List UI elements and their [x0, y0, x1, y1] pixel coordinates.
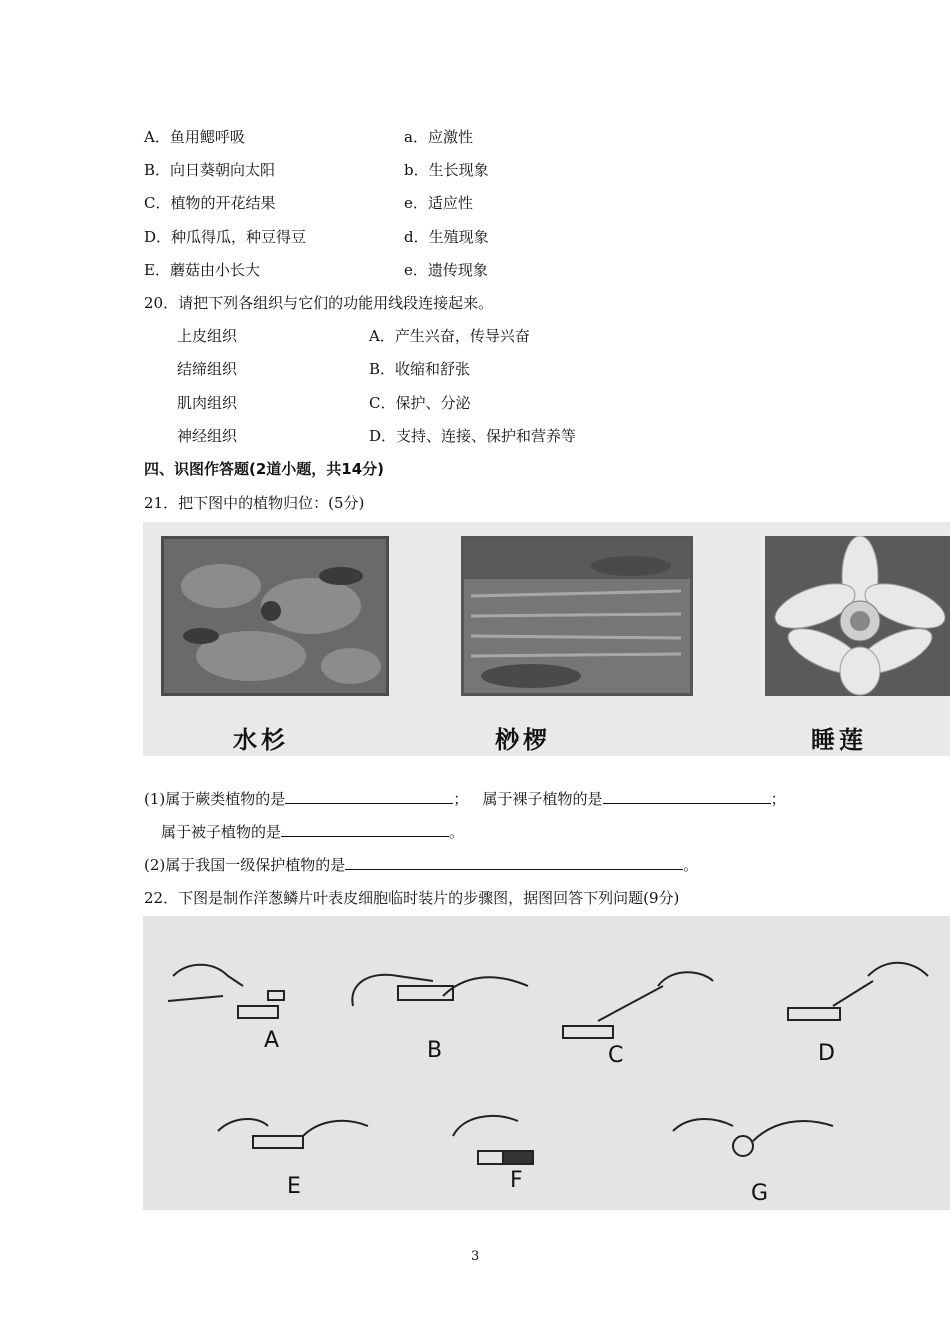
q20-right-2: C．保护、分泌 — [369, 394, 471, 412]
slide-preparation-steps — [143, 916, 950, 1210]
q20-right-1: B．收缩和舒张 — [369, 360, 471, 378]
q21-part1-line2: 属于被子植物的是 。 — [161, 823, 465, 841]
answer-blank-angiosperm[interactable] — [281, 822, 449, 837]
q19-right-1: b．生长现象 — [404, 161, 489, 179]
answer-blank-protected[interactable] — [345, 855, 683, 870]
step-label-e: E — [287, 1174, 301, 1199]
caption-metasequoia: 水杉 — [233, 726, 289, 754]
metasequoia-photo — [161, 536, 389, 696]
q19-left-2: C．植物的开花结果 — [144, 194, 276, 212]
step-label-c: C — [608, 1043, 624, 1068]
step-label-g: G — [751, 1181, 769, 1206]
page-number: 3 — [471, 1249, 480, 1264]
q19-left-0: A．鱼用鳃呼吸 — [144, 128, 245, 146]
plant-photo-strip — [143, 522, 950, 756]
q19-right-0: a．应激性 — [404, 128, 473, 146]
q19-right-2: e．适应性 — [404, 194, 473, 212]
q21-part2: (2)属于我国一级保护植物的是 。 — [144, 856, 699, 874]
q19-left-3: D．种瓜得瓜，种豆得豆 — [144, 228, 307, 246]
caption-water-lily: 睡莲 — [811, 726, 867, 754]
q20-left-0: 上皮组织 — [177, 327, 238, 345]
answer-blank-gymnosperm[interactable] — [603, 789, 771, 804]
q19-right-3: d．生殖现象 — [404, 228, 489, 246]
q19-left-4: E．蘑菇由小长大 — [144, 261, 260, 279]
step-label-b: B — [427, 1038, 443, 1063]
water-lily-photo — [765, 536, 950, 696]
caption-tree-fern: 桫椤 — [495, 726, 551, 754]
q20-left-2: 肌肉组织 — [177, 394, 238, 412]
step-label-f: F — [510, 1168, 523, 1193]
answer-blank-fern[interactable] — [285, 789, 453, 804]
section-heading: 四、识图作答题(2道小题，共14分) — [144, 460, 385, 478]
q19-left-1: B．向日葵朝向太阳 — [144, 161, 276, 179]
step-label-d: D — [818, 1041, 835, 1066]
q20-left-1: 结缔组织 — [177, 360, 238, 378]
tree-fern-photo — [461, 536, 693, 696]
q20-right-3: D．支持、连接、保护和营养等 — [369, 427, 577, 445]
q21-part1-line1: (1)属于蕨类植物的是 ； 属于裸子植物的是 ； — [144, 790, 786, 808]
step-label-a: A — [264, 1028, 280, 1053]
q19-right-4: e．遗传现象 — [404, 261, 488, 279]
q21-title: 21．把下图中的植物归位：(5分) — [144, 494, 365, 512]
q22-title: 22．下图是制作洋葱鳞片叶表皮细胞临时装片的步骤图，据图回答下列问题(9分) — [144, 889, 680, 907]
q20-left-3: 神经组织 — [177, 427, 238, 445]
q20-title: 20．请把下列各组织与它们的功能用线段连接起来。 — [144, 294, 494, 312]
q20-right-0: A．产生兴奋，传导兴奋 — [369, 327, 530, 345]
